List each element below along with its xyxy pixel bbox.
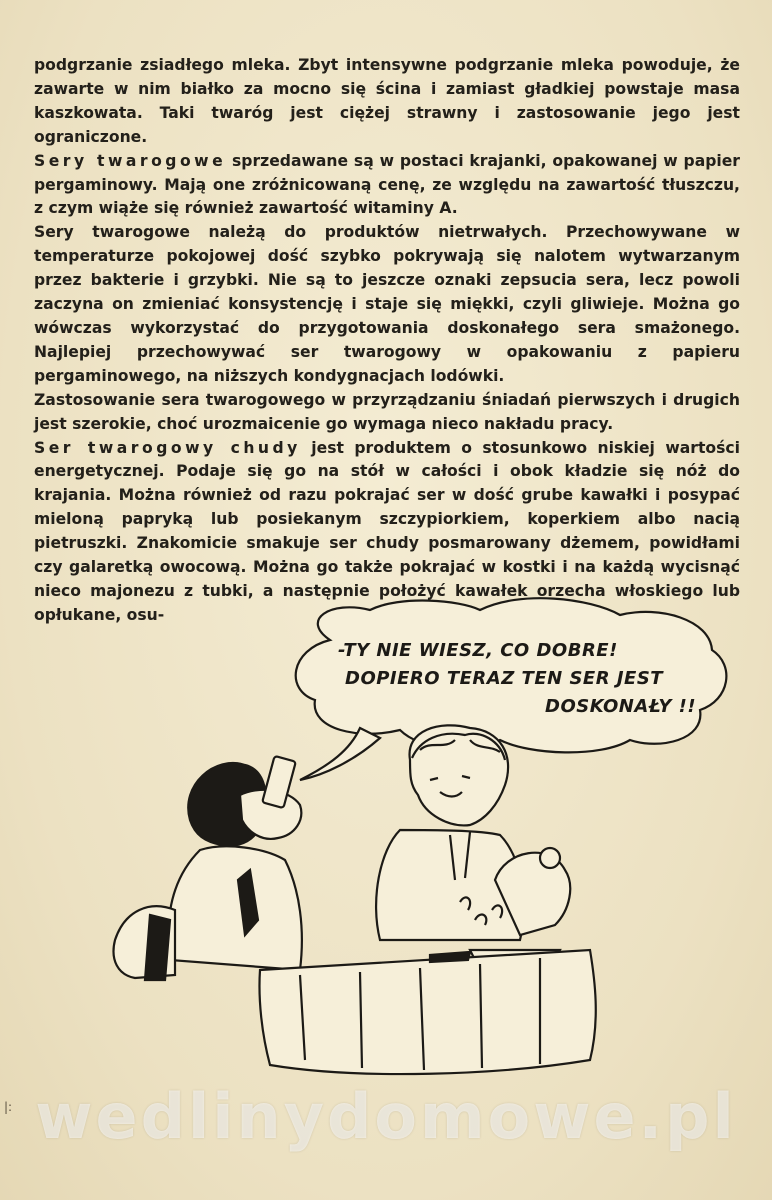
paragraph-5-rest: jest produktem o stosunkowo niskiej wartości energetycznej. Podaje się go na stół w całości i obok kładzie się nóż do krajania. Można również od razu pokrajać ser w dość grube kawałki i posypać mieloną papryką lub posiekanym szczypiorkiem, koperkiem albo nacią pietruszki. Znakomicie smakuje ser chudy posmarowany dżemem, powidłami czy galaretką owocową. Można go także pokrajać w kostki i na każdą wycisnąć nieco majonezu z tubki, a następnie położyć kawałek orzecha włoskiego lub opłukane, osu- (34, 438, 740, 624)
paragraph-2-rest: sprzedawane są w postaci krajanki, opakowanej w papier pergaminowy. Mają one zróżnicowaną cenę, ze względu na zawartość tłuszczu, z czym wiąże się również zawartość witaminy A. (34, 151, 740, 218)
man-figure (114, 756, 302, 980)
bubble-line-1: -TY NIE WIESZ, CO DOBRE! (338, 640, 618, 661)
bubble-line-2: DOPIERO TERAZ TEN SER JEST (345, 668, 664, 689)
paragraph-3: Sery twarogowe należą do produktów nietrwałych. Przechowywane w temperaturze pokojowej dość szybko pokrywają się nalotem wytwarzanym przez bakterie i grzybki. Nie są to jeszcze oznaki zepsucia sera, lecz powoli zaczyna on zmieniać konsystencję i staje się miękki, czyli gliwieje. Można go wówczas wykorzystać do przygotowania doskonałego sera smażonego. Najlepiej przechowywać ser twarogowy w opakowaniu z papieru pergaminowego, na niższych kondygnacjach lodówki. (34, 223, 740, 385)
paragraph-2-lead: Sery twarogowe (34, 151, 227, 170)
watermark: wedlinydomowe.pl (35, 1080, 737, 1153)
paragraph-5-lead: Ser twarogowy chudy (34, 438, 301, 457)
paragraph-4: Zastosowanie sera twarogowego w przyrządzaniu śniadań pierwszych i drugich jest szerokie, choć urozmaicenie go wymaga nieco nakładu pracy. (34, 390, 740, 433)
paragraph-2 (34, 150, 740, 222)
edge-mark: |: (4, 1100, 13, 1114)
body-text (34, 54, 740, 628)
bubble-line-3: DOSKONAŁY !! (545, 696, 697, 717)
speech-bubble-tail (300, 728, 380, 780)
paragraph-1: podgrzanie zsiadłego mleka. Zbyt intensywne podgrzanie mleka powoduje, że zawarte w nim białko za mocno się ścina i zamiast gładkiej powstaje masa kaszkowata. Taki twaróg jest ciężej strawny i zastosowanie jego jest ograniczone. (34, 56, 740, 146)
table (259, 950, 595, 1074)
